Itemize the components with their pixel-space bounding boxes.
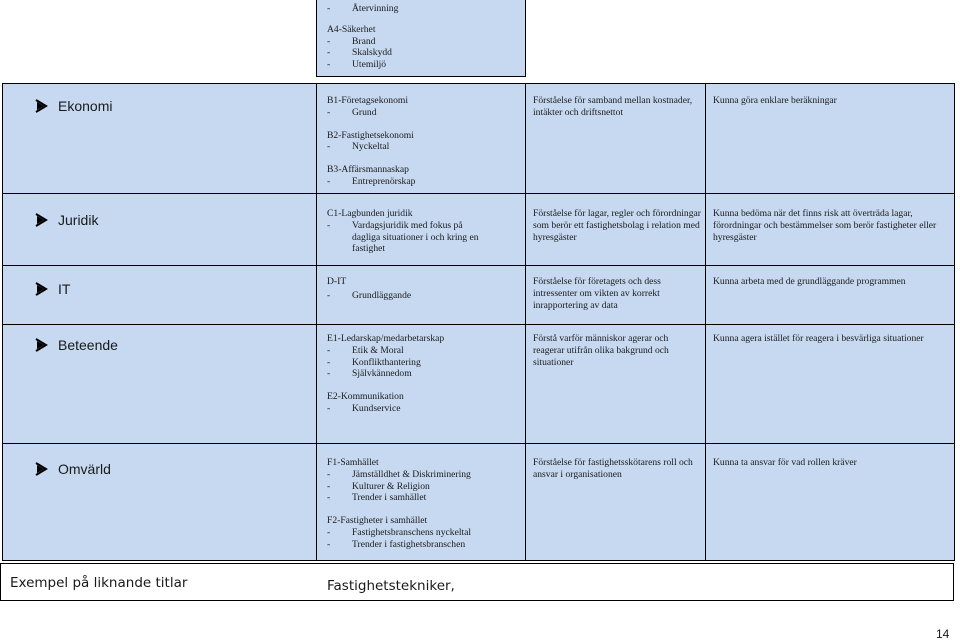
list-item: - Entreprenörskap [327, 176, 517, 188]
list-item: - Skalskydd [327, 47, 517, 59]
skill-beteende: Kunna agera istället för reagera i besvärliga situationer [713, 333, 924, 344]
list-item: - Etik & Moral [327, 345, 517, 357]
block-title: D-IT [327, 276, 347, 287]
page-number: 14 [936, 627, 950, 641]
content-ekonomi [327, 95, 517, 199]
block-title: F2-Fastigheter i samhället [327, 515, 428, 527]
understanding-ekonomi: Förståelse för samband mellan kostnader, intäkter och driftsnettot [533, 95, 693, 118]
list-item: - Grundläggande [327, 290, 517, 302]
list-item: - Jämställdhet & Diskriminering [327, 469, 517, 481]
list-item: - Trender i samhället [327, 492, 517, 504]
content-omvarld [327, 457, 517, 551]
footer-value: Fastighetstekniker, [327, 578, 455, 594]
understanding-beteende: Förstå varför människor agerar och reagerar utifrån olika bakgrund och situationer [533, 333, 669, 368]
block-title: F1-Samhället [327, 457, 379, 468]
understanding-juridik: Förståelse för lagar, regler och förordningar som berör ett fastighetsbolag i relation med hyresgäster [533, 208, 701, 243]
skill-juridik: Kunna bedöma när det finns risk att överträda lagar, förordningar och bestämmelser som berör fastigheter eller hyresgäster [713, 208, 937, 243]
category-juridik [34, 212, 98, 228]
category-label: Beteende [58, 337, 118, 353]
list-item: - Kulturer & Religion [327, 481, 517, 493]
category-it [34, 281, 70, 297]
category-ekonomi [34, 98, 112, 114]
arrow-bullet-icon [34, 213, 48, 227]
block-title: B1-Företagsekonomi [327, 95, 409, 106]
understanding-omvarld: Förståelse för fastighetsskötarens roll och ansvar i organisationen [533, 457, 693, 480]
skill-ekonomi: Kunna göra enklare beräkningar [713, 95, 837, 106]
category-label: IT [58, 281, 71, 297]
block-title: E1-Ledarskap/medarbetarskap [327, 333, 445, 344]
arrow-bullet-icon [34, 462, 48, 476]
list-item: - Fastighetsbranschens nyckeltal [327, 527, 517, 539]
category-label: Ekonomi [58, 98, 113, 114]
list-item: - Självkännedom [327, 368, 517, 380]
list-item: - Brand [327, 36, 517, 48]
list-item: - Kundservice [327, 403, 517, 415]
content-beteende [327, 333, 517, 415]
content-it [327, 276, 517, 302]
content-juridik [327, 208, 517, 255]
category-label: Juridik [58, 212, 99, 228]
list-item: - Utemiljö [327, 59, 517, 71]
list-item: - Nyckeltal [327, 141, 517, 153]
list-item: - Vardagsjuridik med fokus på dagliga situationer i och kring en fastighet [327, 220, 492, 255]
category-omvarld [34, 461, 111, 477]
category-beteende [34, 337, 118, 353]
arrow-bullet-icon [34, 282, 48, 296]
block-title: B2-Fastighetsekonomi [327, 129, 414, 141]
category-label: Omvärld [58, 461, 111, 477]
list-item: - Konflikthantering [327, 357, 517, 369]
block-title: B3-Affärsmannaskap [327, 164, 409, 176]
block-title: A4-Säkerhet [327, 23, 376, 35]
understanding-it: Förståelse för företagets och dess intressenter om vikten av korrekt inrapportering av data [533, 276, 661, 311]
block-title: E2-Kommunikation [327, 391, 404, 403]
skill-omvarld: Kunna ta ansvar för vad rollen kräver [713, 457, 857, 468]
block-title: C1-Lagbunden juridik [327, 208, 413, 219]
list-item: - Grund [327, 107, 517, 119]
arrow-bullet-icon [34, 338, 48, 352]
skill-it: Kunna arbeta med de grundläggande programmen [713, 276, 906, 287]
footer-label: Exempel på liknande titlar [10, 575, 188, 591]
list-item: - Trender i fastighetsbranschen [327, 539, 517, 551]
top-cell [327, 3, 517, 71]
arrow-bullet-icon [34, 99, 48, 113]
list-item: - Återvinning [327, 3, 517, 15]
